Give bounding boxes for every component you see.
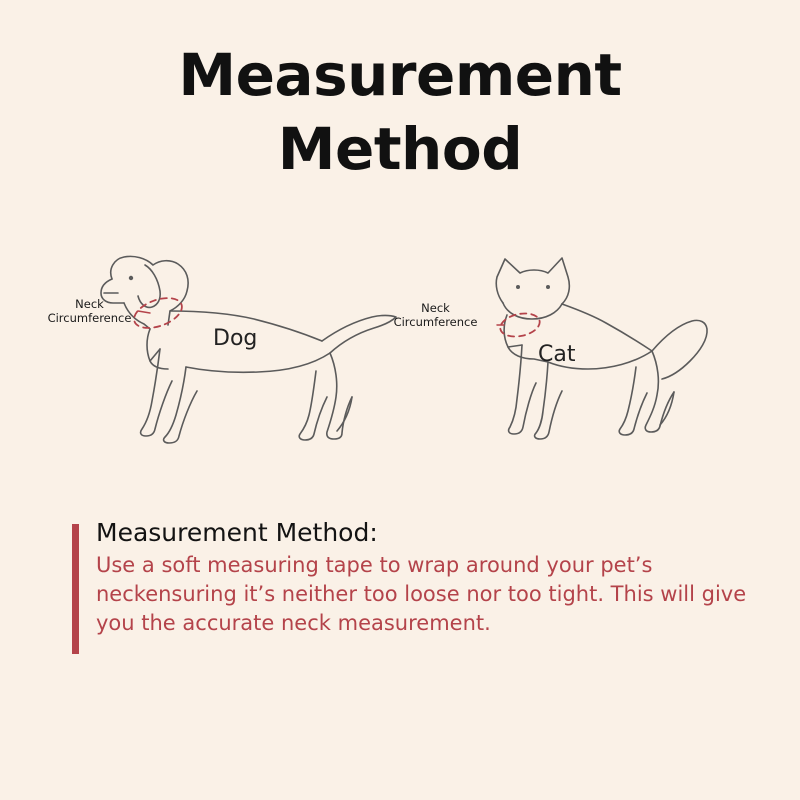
note-body: Use a soft measuring tape to wrap around your pet’s neckensuring it’s neither too loose nor too tight. This will give you the accurate neck measurement.: [96, 553, 747, 635]
dog-neck-circumference-label: [22, 297, 157, 326]
cat-neck-label-line-1: Neck: [421, 301, 450, 315]
page-title: [0, 38, 800, 186]
cat-neck-label-line-2: Circumference: [393, 315, 478, 330]
note-heading: Measurement Method:: [96, 518, 378, 547]
cat-name-label: Cat: [538, 342, 576, 367]
page-title-line-2: Method: [277, 115, 523, 184]
cat-outline: [496, 258, 707, 439]
cat-neck-circumference-label: [368, 301, 503, 330]
pet-outline-drawings: [0, 225, 800, 485]
dog-neck-label-line-2: Circumference: [47, 311, 132, 326]
measurement-note: [72, 518, 752, 638]
dog-name-label: Dog: [213, 326, 258, 351]
page-title-line-1: Measurement: [178, 41, 622, 109]
note-accent-bar: [72, 524, 79, 654]
dog-neck-label-line-1: Neck: [75, 297, 104, 311]
pet-illustration: [0, 225, 800, 485]
